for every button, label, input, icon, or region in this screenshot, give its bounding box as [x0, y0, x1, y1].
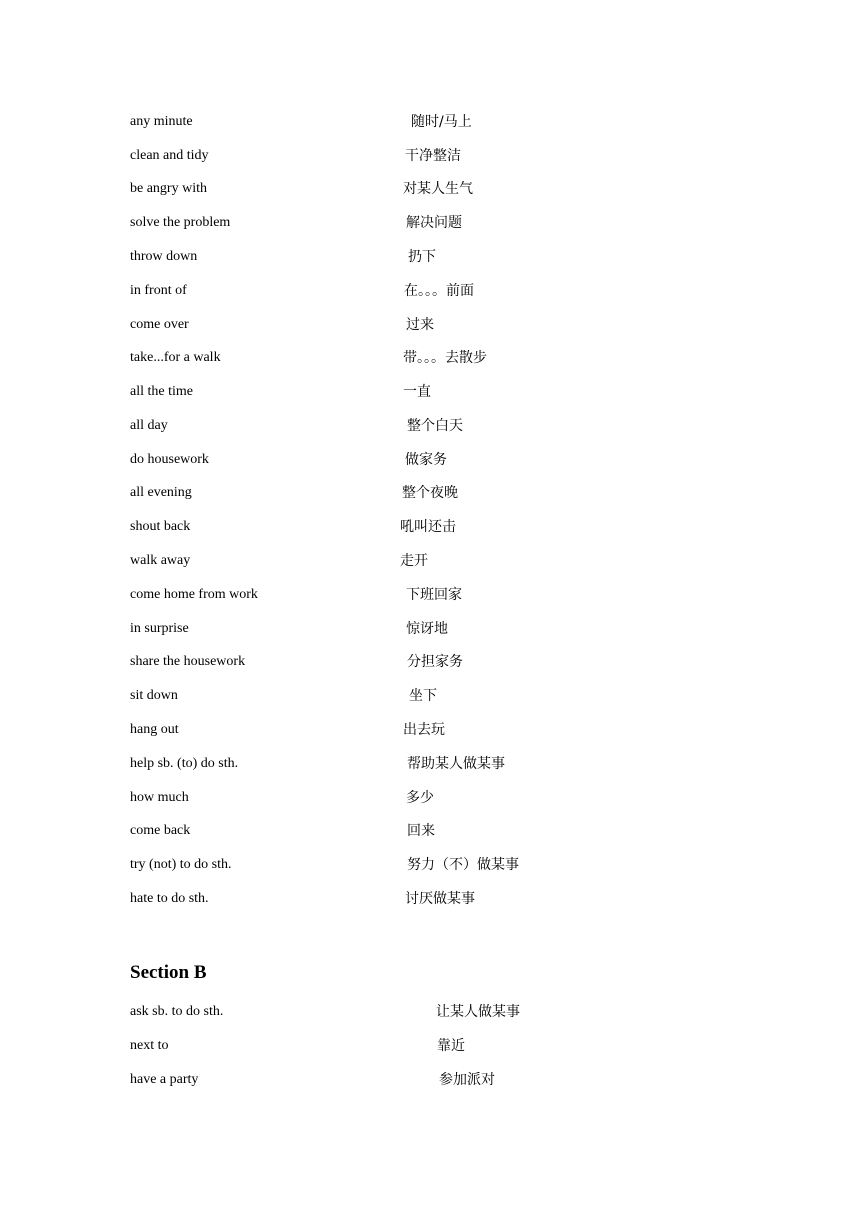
chinese-meaning: 随时/马上 [411, 114, 472, 130]
vocab-row [130, 178, 730, 200]
english-phrase: all the time [130, 384, 193, 399]
english-phrase: come over [130, 317, 189, 332]
english-phrase: come back [130, 823, 191, 838]
vocab-row [130, 347, 730, 369]
english-phrase: any minute [130, 114, 193, 129]
vocab-row [130, 1069, 730, 1091]
chinese-meaning: 带。。。去散步 [403, 350, 487, 366]
english-phrase: walk away [130, 553, 191, 568]
vocab-row [130, 787, 730, 809]
chinese-meaning: 多少 [406, 790, 434, 806]
vocab-row [130, 820, 730, 842]
chinese-meaning: 过来 [406, 317, 434, 333]
english-phrase: sit down [130, 688, 178, 703]
chinese-meaning: 参加派对 [439, 1072, 495, 1088]
chinese-meaning: 让某人做某事 [436, 1004, 520, 1020]
vocab-row [130, 381, 730, 403]
vocab-row [130, 854, 730, 876]
english-phrase: clean and tidy [130, 148, 209, 163]
chinese-meaning: 扔下 [408, 249, 436, 265]
english-phrase: hate to do sth. [130, 891, 209, 906]
english-phrase: try (not) to do sth. [130, 857, 232, 872]
vocab-row [130, 482, 730, 504]
vocab-row [130, 1035, 730, 1057]
english-phrase: shout back [130, 519, 191, 534]
english-phrase: do housework [130, 452, 209, 467]
vocab-row [130, 314, 730, 336]
english-phrase: in surprise [130, 621, 189, 636]
vocab-row [130, 651, 730, 673]
vocab-row [130, 212, 730, 234]
english-phrase: take...for a walk [130, 350, 221, 365]
section-heading: Section B [130, 962, 207, 983]
vocab-row [130, 516, 730, 538]
chinese-meaning: 一直 [403, 384, 431, 400]
chinese-meaning: 帮助某人做某事 [407, 756, 505, 772]
vocab-row [130, 111, 730, 133]
vocab-row [130, 888, 730, 910]
chinese-meaning: 走开 [400, 553, 428, 569]
vocab-row [130, 719, 730, 741]
vocab-row [130, 280, 730, 302]
chinese-meaning: 分担家务 [407, 654, 463, 670]
chinese-meaning: 讨厌做某事 [405, 891, 475, 907]
english-phrase: be angry with [130, 181, 207, 196]
english-phrase: all evening [130, 485, 192, 500]
chinese-meaning: 做家务 [405, 452, 447, 468]
vocab-row [130, 449, 730, 471]
chinese-meaning: 整个夜晚 [402, 485, 458, 501]
chinese-meaning: 解决问题 [406, 215, 462, 231]
chinese-meaning: 下班回家 [406, 587, 462, 603]
chinese-meaning: 靠近 [437, 1038, 465, 1054]
vocab-row [130, 246, 730, 268]
english-phrase: in front of [130, 283, 187, 298]
chinese-meaning: 整个白天 [407, 418, 463, 434]
vocab-row [130, 145, 730, 167]
chinese-meaning: 吼叫还击 [400, 519, 456, 535]
chinese-meaning: 努力（不）做某事 [407, 857, 519, 873]
english-phrase: how much [130, 790, 189, 805]
chinese-meaning: 惊讶地 [406, 621, 448, 637]
chinese-meaning: 坐下 [409, 688, 437, 704]
english-phrase: all day [130, 418, 168, 433]
chinese-meaning: 对某人生气 [403, 181, 473, 197]
vocab-row [130, 685, 730, 707]
chinese-meaning: 在。。。前面 [404, 283, 474, 299]
chinese-meaning: 回来 [407, 823, 435, 839]
english-phrase: help sb. (to) do sth. [130, 756, 239, 771]
english-phrase: hang out [130, 722, 179, 737]
vocab-row [130, 415, 730, 437]
vocab-row [130, 618, 730, 640]
chinese-meaning: 出去玩 [403, 722, 445, 738]
vocab-row [130, 1001, 730, 1023]
vocab-row [130, 584, 730, 606]
vocab-row [130, 753, 730, 775]
english-phrase: solve the problem [130, 215, 231, 230]
english-phrase: come home from work [130, 587, 258, 602]
english-phrase: share the housework [130, 654, 246, 669]
english-phrase: have a party [130, 1072, 199, 1087]
chinese-meaning: 干净整洁 [405, 148, 461, 164]
vocab-row [130, 550, 730, 572]
english-phrase: next to [130, 1038, 169, 1053]
english-phrase: throw down [130, 249, 198, 264]
english-phrase: ask sb. to do sth. [130, 1004, 224, 1019]
